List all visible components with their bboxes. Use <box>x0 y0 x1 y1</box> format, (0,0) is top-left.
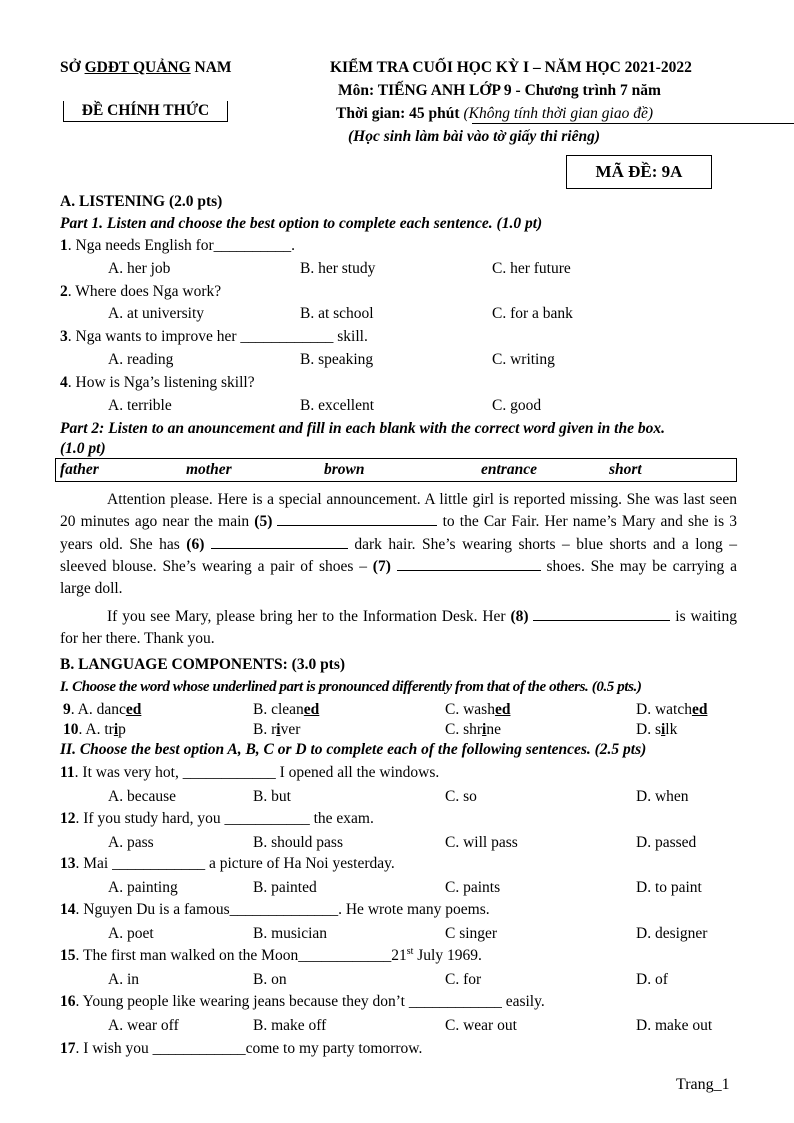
exam-code: MÃ ĐỀ: 9A <box>595 162 683 181</box>
question-10-option-c: C. shrine <box>445 721 501 738</box>
option-3b: B. speaking <box>300 351 374 368</box>
question-16: 16. Young people like wearing jeans because they don’t ____________ easily. <box>60 993 545 1010</box>
official-label: ĐỀ CHÍNH THỨC <box>81 102 210 119</box>
word-box-item: short <box>609 461 642 478</box>
option-16a: A. wear off <box>108 1017 179 1034</box>
option-4a: A. terrible <box>108 397 172 414</box>
question-14: 14. Nguyen Du is a famous______________. He wrote many poems. <box>60 901 490 918</box>
option-11c: C. so <box>445 788 477 805</box>
part-ii-title: II. Choose the best option A, B, C or D to complete each of the following sentences. (2.5 pts) <box>60 741 647 758</box>
option-1a: A. her job <box>108 260 171 277</box>
option-2b: B. at school <box>300 305 374 322</box>
part-i-title: I. Choose the word whose underlined part is pronounced differently from that of the others. (0.5 pts.) <box>60 679 642 695</box>
option-12b: B. should pass <box>253 834 343 851</box>
question-2: 2. Where does Nga work? <box>60 283 222 300</box>
blank-6 <box>211 534 348 549</box>
question-3: 3. Nga wants to improve her ____________ skill. <box>60 328 368 345</box>
blank-8 <box>533 606 670 621</box>
question-9-option-a: 9. A. danced <box>63 701 142 718</box>
option-12a: A. pass <box>108 834 154 851</box>
question-17: 17. I wish you ____________come to my party tomorrow. <box>60 1040 423 1057</box>
question-9-option-b: B. cleaned <box>253 701 320 718</box>
option-14a: A. poet <box>108 925 154 942</box>
option-15c: C. for <box>445 971 482 988</box>
word-box-item: mother <box>186 461 232 478</box>
option-11a: A. because <box>108 788 176 805</box>
exam-instruction: (Học sinh làm bài vào tờ giấy thi riêng) <box>348 128 601 145</box>
part1-title: Part 1. Listen and choose the best option to complete each sentence. (1.0 pt) <box>60 215 543 232</box>
option-14d: D. designer <box>636 925 708 942</box>
option-4b: B. excellent <box>300 397 375 414</box>
option-11b: B. but <box>253 788 291 805</box>
option-4c: C. good <box>492 397 542 414</box>
option-16d: D. make out <box>636 1017 713 1034</box>
question-13: 13. Mai ____________ a picture of Ha Noi yesterday. <box>60 855 395 872</box>
question-10-option-a: 10. A. trip <box>63 721 126 738</box>
question-11: 11. It was very hot, ____________ I opened all the windows. <box>60 764 440 781</box>
option-13d: D. to paint <box>636 879 702 896</box>
option-14b: B. musician <box>253 925 328 942</box>
word-box-item: father <box>60 461 99 478</box>
part2-title: Part 2: Listen to an anouncement and fill in each blank with the correct word given in the box. <box>60 420 665 437</box>
option-12c: C. will pass <box>445 834 518 851</box>
question-12: 12. If you study hard, you ___________ the exam. <box>60 810 374 827</box>
department-name: SỞ GDĐT QUẢNG NAM <box>60 59 232 76</box>
option-15b: B. on <box>253 971 287 988</box>
exam-title: KIỂM TRA CUỐI HỌC KỲ I – NĂM HỌC 2021-2022 <box>330 59 692 76</box>
section-a-title: A. LISTENING (2.0 pts) <box>60 193 223 210</box>
word-box-item: brown <box>324 461 365 478</box>
blank-5 <box>277 511 437 526</box>
option-16c: C. wear out <box>445 1017 517 1034</box>
section-b-title: B. LANGUAGE COMPONENTS: (3.0 pts) <box>60 656 346 673</box>
page-number: Trang_1 <box>676 1076 730 1093</box>
option-13a: A. painting <box>108 879 178 896</box>
question-4: 4. How is Nga’s listening skill? <box>60 374 255 391</box>
official-label-box <box>63 101 228 122</box>
option-3a: A. reading <box>108 351 174 368</box>
option-13b: B. painted <box>253 879 317 896</box>
announcement-paragraph-2: If you see Mary, please bring her to the Information Desk. Her (8) is waiting for her there. Thank you. <box>60 608 737 648</box>
option-1c: C. her future <box>492 260 571 277</box>
option-1b: B. her study <box>300 260 376 277</box>
question-1: 1. Nga needs English for__________. <box>60 237 296 254</box>
exam-time: Thời gian: 45 phút (Không tính thời gian giao đề) <box>336 105 653 122</box>
question-10-option-b: B. river <box>253 721 301 738</box>
word-box-item: entrance <box>481 461 537 478</box>
option-2a: A. at university <box>108 305 204 322</box>
exam-subject: Môn: TIẾNG ANH LỚP 9 - Chương trình 7 năm <box>338 82 661 99</box>
blank-7 <box>397 556 541 571</box>
option-15a: A. in <box>108 971 139 988</box>
announcement-paragraph-1: Attention please. Here is a special announcement. A little girl is reported missing. She was last seen 20 minutes ago near the main (5) to the Car Fair. Her name’s Mary and she is 3 years old. She has (6) dark hair. She’s wearing shorts – blue shorts and a long – sleeved blouse. She’s wearing a pair of shoes – (7) shoes. She may be carrying a large doll. <box>60 491 738 598</box>
word-box <box>55 458 737 482</box>
header-rule <box>472 123 794 124</box>
question-10-option-d: D. silk <box>636 721 678 738</box>
option-11d: D. when <box>636 788 689 805</box>
question-9-option-d: D. watched <box>636 701 708 718</box>
option-15d: D. of <box>636 971 668 988</box>
option-2c: C. for a bank <box>492 305 573 322</box>
part2-title-points: (1.0 pt) <box>60 440 106 457</box>
option-14c: C singer <box>445 925 498 942</box>
option-3c: C. writing <box>492 351 555 368</box>
option-13c: C. paints <box>445 879 501 896</box>
question-9-option-c: C. washed <box>445 701 511 718</box>
option-12d: D. passed <box>636 834 697 851</box>
question-15: 15. The first man walked on the Moon____________21st July 1969. <box>60 945 482 964</box>
option-16b: B. make off <box>253 1017 327 1034</box>
exam-code-box <box>566 155 712 189</box>
